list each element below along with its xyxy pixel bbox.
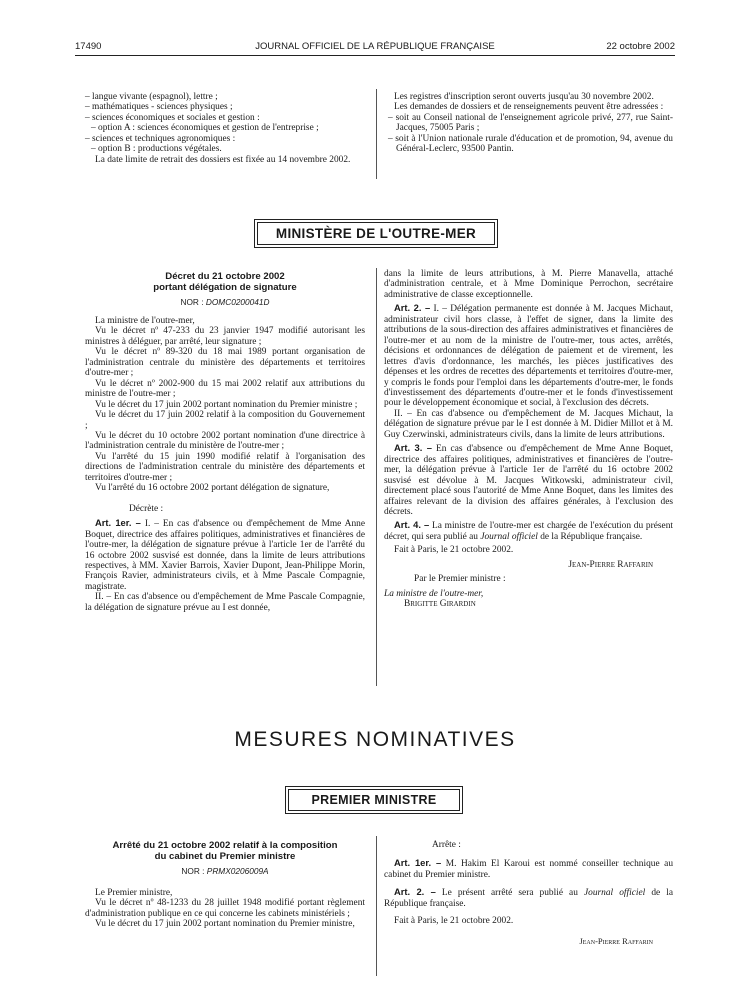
nor-code: DOMC0200041D bbox=[205, 297, 270, 307]
paragraph: Vu le décret du 10 octobre 2002 portant nomination d'une directrice à l'administration centrale du ministère de l'outre-mer ; bbox=[85, 430, 365, 452]
arrete-right-column bbox=[384, 840, 673, 946]
nor-label: NOR : bbox=[180, 297, 204, 307]
list-item: – soit au Conseil national de l'enseignement agricole privé, 277, rue Saint-Jacques, 75005 Paris ; bbox=[388, 112, 673, 134]
journal-officiel-text: Journal officiel bbox=[480, 531, 538, 542]
article-text: I. – Délégation permanente est donnée à M. Jacques Michaut, administrateur civil hors classe, à l'effet de signer, dans la limite des attributions de la sous-direction des affaires administratives et financières de l'outre-mer et au nom de la ministre de l'outre-mer, tous actes, arrêtés, décisions et ordonnances de délégation de paiement et de virement, les lettres d'avis d'ordonnance, les marchés, les pièces justificatives des dépenses et les ordres de recettes des départements et territoires d'outre-mer, y compris le fonds pour l'emploi dans les départements d'outre-mer, le fonds d'investissement des départements d'outre-mer et le fonds d'investissement pour le développement économique et social, à l'exclusion des décrets. bbox=[384, 304, 674, 409]
nor-label: NOR : bbox=[181, 866, 205, 876]
article-4 bbox=[384, 520, 673, 542]
article-3 bbox=[384, 443, 673, 517]
journal-title: JOURNAL OFFICIEL DE LA RÉPUBLIQUE FRANÇAISE bbox=[255, 41, 495, 52]
article-label: Art. 2. – bbox=[394, 886, 436, 898]
paragraph: Vu l'arrêté du 16 octobre 2002 portant délégation de signature, bbox=[95, 483, 330, 494]
column-divider bbox=[376, 89, 377, 179]
arrete-label: Arrête : bbox=[432, 840, 461, 850]
signature-title: La ministre de l'outre-mer, bbox=[384, 588, 484, 599]
paragraph: Vu le décret nº 47-233 du 23 janvier 1947 modifié autorisant les ministres à déléguer, par arrêté, leur signature ; bbox=[85, 326, 365, 347]
journal-officiel-text: Journal officiel bbox=[583, 888, 646, 899]
ministry-heading-box bbox=[285, 786, 463, 814]
paragraph: Le Premier ministre, bbox=[95, 888, 173, 898]
paragraph: Les demandes de dossiers et de renseignements peuvent être adressées : bbox=[394, 102, 664, 113]
column-divider bbox=[376, 836, 377, 976]
fait-line: Fait à Paris, le 21 octobre 2002. bbox=[394, 916, 514, 927]
decree-title-line: Décret du 21 octobre 2002 bbox=[165, 271, 285, 282]
arrete-title-line: du cabinet du Premier ministre bbox=[154, 851, 296, 862]
paragraph: Vu l'arrêté du 15 juin 1990 modifié relatif à l'organisation des directions de l'administration centrale du ministère des départements et territoires d'outre-mer ; bbox=[85, 451, 365, 483]
top-right-column bbox=[384, 92, 673, 155]
article-text: La ministre de l'outre-mer est chargée de l'exécution du présent décret, qui sera publié au bbox=[384, 521, 673, 542]
header-rule bbox=[75, 55, 675, 56]
article-1 bbox=[85, 518, 365, 592]
decree-left-column bbox=[85, 316, 365, 613]
signature-prime-minister: Jean-Pierre Raffarin bbox=[579, 935, 653, 946]
arrete-title-line: Arrêté du 21 octobre 2002 relatif à la composition bbox=[112, 840, 338, 851]
paragraph: Vu le décret nº 48-1233 du 28 juillet 1948 modifié portant règlement d'administration publique en ce qui concerne les cabinets ministériels ; bbox=[85, 898, 365, 919]
arrete-nor bbox=[85, 866, 365, 876]
list-item: – langue vivante (espagnol), lettre ; bbox=[85, 92, 218, 102]
article-text: de la République française. bbox=[537, 531, 643, 542]
column-divider bbox=[376, 268, 377, 686]
paragraph: Les registres d'inscription seront ouverts jusqu'au 30 novembre 2002. bbox=[394, 92, 654, 102]
decree-title bbox=[85, 271, 365, 293]
paragraph: Vu le décret du 17 juin 2002 relatif à la composition du Gouvernement ; bbox=[85, 410, 365, 431]
paragraph: Vu le décret du 17 juin 2002 portant nomination du Premier ministre, bbox=[95, 919, 355, 930]
article-label: Art. 3. – bbox=[394, 442, 432, 454]
list-item: – option B : productions végétales. bbox=[91, 144, 222, 155]
by-prime-minister: Par le Premier ministre : bbox=[414, 574, 506, 585]
article-2 bbox=[384, 303, 673, 409]
article-text: En cas d'absence ou d'empêchement de Mme Anne Boquet, directrice des affaires politiques, administratives et financières de l'outre-mer, la délégation prévue à l'article 1er de l'arrêté du 16 octobre 2002 susvisé est dévolue à M. Jacques Witkowski, administrateur civil, directement placé sous l'autorité de Mme Anne Boquet, dans les limites des affaires relevant de la division des affaires générales, à l'exclusion des décrets. bbox=[384, 444, 673, 517]
section-heading-mesures: MESURES NOMINATIVES bbox=[234, 728, 516, 751]
article-2 bbox=[384, 887, 673, 909]
article-text: de la République française. bbox=[384, 888, 673, 909]
list-item: – sciences et techniques agronomiques : bbox=[85, 133, 236, 144]
paragraph: II. – En cas d'absence ou d'empêchement de Mme Pascale Compagnie, la délégation de signature prévue au I est donnée, bbox=[85, 592, 365, 613]
paragraph: La ministre de l'outre-mer, bbox=[95, 316, 195, 326]
signature-minister: Brigitte Girardin bbox=[404, 599, 476, 610]
issue-date: 22 octobre 2002 bbox=[606, 41, 675, 52]
decree-title-line: portant délégation de signature bbox=[153, 282, 297, 293]
paragraph: La date limite de retrait des dossiers est fixée au 14 novembre 2002. bbox=[95, 154, 351, 165]
article-label: Art. 2. – bbox=[394, 302, 431, 314]
arrete-left-column bbox=[85, 888, 365, 930]
list-item: – option A : sciences économiques et gestion de l'entreprise ; bbox=[91, 123, 319, 134]
arrete-title bbox=[85, 840, 365, 862]
paragraph: Vu le décret nº 2002-900 du 15 mai 2002 relatif aux attributions du ministre de l'outre-mer ; bbox=[85, 378, 365, 400]
decree-right-column bbox=[384, 269, 673, 610]
nor-code: PRMX0206009A bbox=[206, 866, 269, 876]
list-item: – sciences économiques et sociales et gestion : bbox=[85, 112, 260, 123]
paragraph: Vu le décret du 17 juin 2002 portant nomination du Premier ministre ; bbox=[95, 399, 358, 410]
article-text: I. – En cas d'absence ou d'empêchement de Mme Anne Boquet, directrice des affaires politiques, administratives et financières de l'outre-mer, la délégation de signature prévue à l'article 1er de l'arrêté du 16 octobre 2002 susvisé est donnée, dans la limite de leurs attributions respectives, à MM. Xavier Barrois, Xavier Dupont, Jean-Philippe Morin, François Ravier, administrateurs civils, et à Mme Pascale Compagnie, magistrate. bbox=[85, 519, 365, 592]
top-left-column bbox=[85, 92, 365, 165]
list-item: – mathématiques - sciences physiques ; bbox=[85, 102, 233, 113]
signature-prime-minister: Jean-Pierre Raffarin bbox=[568, 559, 653, 570]
list-item: – soit à l'Union nationale rurale d'éducation et de promotion, 94, avenue du Général-Leclerc, 93500 Pantin. bbox=[388, 133, 673, 155]
ministry-heading: MINISTÈRE DE L'OUTRE-MER bbox=[257, 222, 495, 245]
paragraph: Vu le décret nº 89-320 du 18 mai 1989 portant organisation de l'administration centrale du ministère des départements et territoires d'outre-mer ; bbox=[85, 347, 365, 379]
decrete-label: Décrète : bbox=[129, 503, 164, 514]
article-1 bbox=[384, 858, 673, 880]
ministry-heading: PREMIER MINISTRE bbox=[288, 789, 460, 811]
paragraph: II. – En cas d'absence ou d'empêchement de M. Jacques Michaut, la délégation de signature prévue par le I est donnée à M. Didier Millot et à M. Guy Czerwinski, administrateurs civils, dans la limite de leurs attributions. bbox=[384, 408, 673, 440]
paragraph: dans la limite de leurs attributions, à M. Pierre Manavella, attaché d'administration centrale, et à Mme Dominique Perrochon, secrétaire administrative de classe exceptionnelle. bbox=[384, 269, 673, 300]
article-text: Le présent arrêté sera publié au bbox=[435, 888, 584, 899]
article-label: Art. 1er. – bbox=[394, 857, 442, 869]
ministry-heading-box bbox=[254, 219, 498, 248]
article-text: M. Hakim El Karoui est nommé conseiller technique au cabinet du Premier ministre. bbox=[384, 859, 674, 880]
page-number: 17490 bbox=[75, 41, 102, 52]
fait-line: Fait à Paris, le 21 octobre 2002. bbox=[394, 545, 514, 556]
decree-nor bbox=[85, 297, 365, 307]
article-label: Art. 4. – bbox=[394, 519, 430, 531]
article-label: Art. 1er. – bbox=[95, 517, 141, 529]
